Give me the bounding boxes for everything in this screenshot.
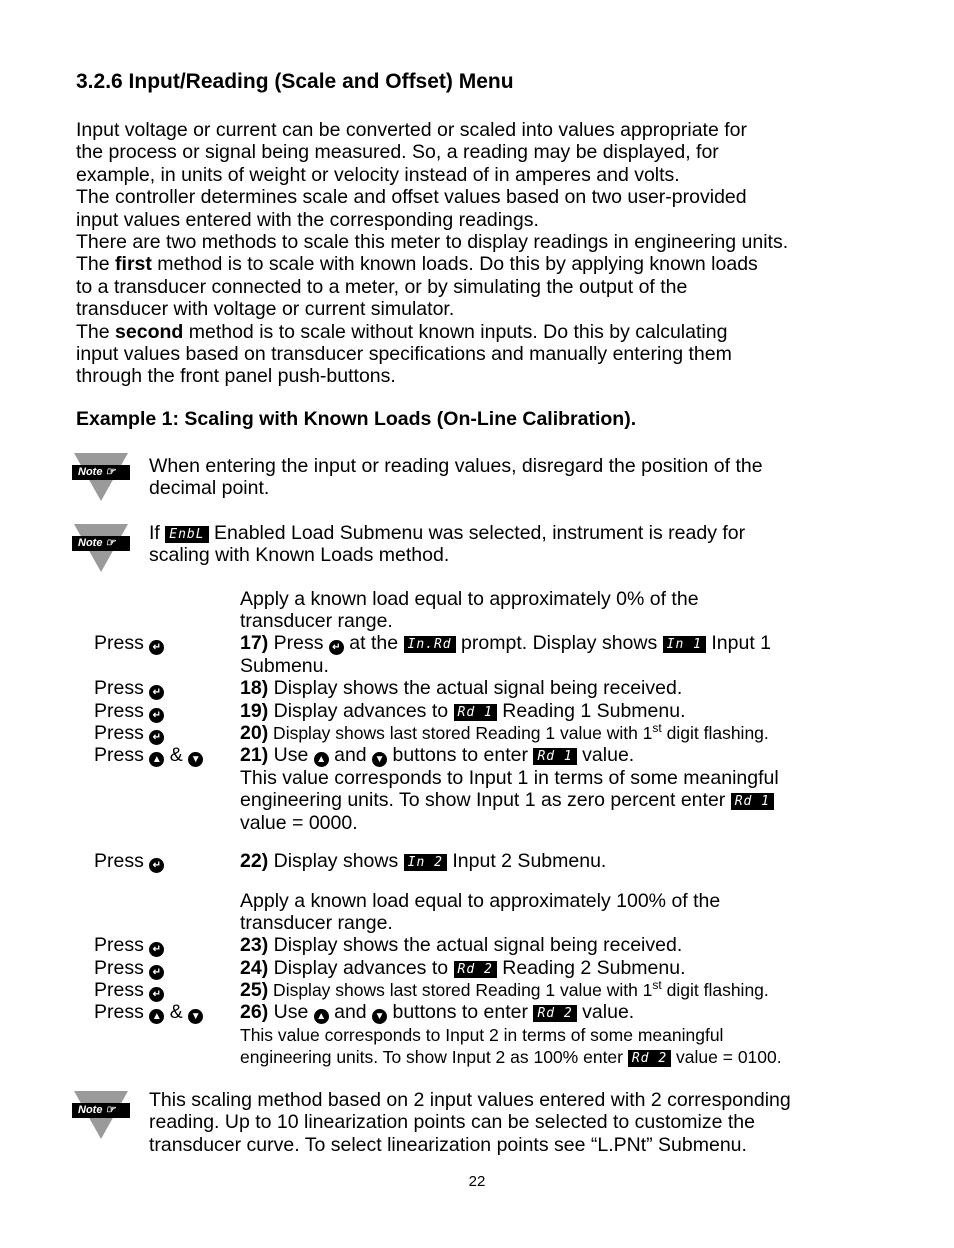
lcd-in2: In 2 xyxy=(404,854,447,871)
note-icon: Note ☞ xyxy=(72,453,132,505)
press-enter-23: Press ↵ xyxy=(94,934,164,957)
note-2-text: If EnbL Enabled Load Submenu was selected, instrument is ready for scaling with Known Loads method. xyxy=(149,522,746,567)
press-enter-17: Press ↵ xyxy=(94,632,164,655)
step-23: 23) Display shows the actual signal being received. xyxy=(240,934,683,956)
press-enter-20: Press ↵ xyxy=(94,722,164,745)
intro-line: The first method is to scale with known loads. Do this by applying known loads xyxy=(76,253,758,276)
intro-line: There are two methods to scale this meter to display readings in engineering units. xyxy=(76,231,789,254)
intro-line: input values entered with the corresponding readings. xyxy=(76,208,539,231)
lcd-rd2: Rd 2 xyxy=(454,961,497,978)
enter-icon: ↵ xyxy=(149,730,164,745)
enter-icon: ↵ xyxy=(149,987,164,1002)
lcd-rd1: Rd 1 xyxy=(454,704,497,721)
step-17: 17) Press ↵ at the In.Rd prompt. Display shows In 1 Input 1 Submenu. xyxy=(240,632,772,677)
intro-line: Input voltage or current can be converted or scaled into values appropriate for xyxy=(76,119,747,141)
press-enter-25: Press ↵ xyxy=(94,979,164,1002)
lcd-rd2: Rd 2 xyxy=(533,1005,576,1022)
enter-icon: ↵ xyxy=(329,640,344,655)
enter-icon: ↵ xyxy=(149,942,164,957)
enter-icon: ↵ xyxy=(149,640,164,655)
note-icon: Note ☞ xyxy=(72,524,132,576)
section-heading: 3.2.6 Input/Reading (Scale and Offset) Menu xyxy=(76,70,514,93)
step-20: 20) Display shows last stored Reading 1 value with 1st digit flashing. xyxy=(240,721,769,744)
apply-load-100: Apply a known load equal to approximately 100% of the transducer range. xyxy=(240,890,721,935)
step-18: 18) Display shows the actual signal being received. xyxy=(240,677,683,699)
press-enter-22: Press ↵ xyxy=(94,850,164,873)
enter-icon: ↵ xyxy=(149,858,164,873)
intro-line: example, in units of weight or velocity instead of in amperes and volts. xyxy=(76,163,680,186)
note-1-text: When entering the input or reading values, disregard the position of the decimal point. xyxy=(149,455,763,500)
step-25: 25) Display shows last stored Reading 1 value with 1st digit flashing. xyxy=(240,978,769,1001)
enter-icon: ↵ xyxy=(149,685,164,700)
step-22: 22) Display shows In 2 Input 2 Submenu. xyxy=(240,850,607,872)
intro-line: through the front panel push-buttons. xyxy=(76,365,396,388)
emphasis-first: first xyxy=(115,253,152,276)
intro-paragraph xyxy=(76,119,936,388)
up-arrow-icon: ▲ xyxy=(314,1009,329,1024)
down-arrow-icon: ▼ xyxy=(188,752,203,767)
lcd-rd2: Rd 2 xyxy=(628,1050,671,1067)
emphasis-second: second xyxy=(115,320,184,343)
lcd-enbl: EnbL xyxy=(165,526,208,543)
press-enter-24: Press ↵ xyxy=(94,957,164,980)
lcd-rd1: Rd 1 xyxy=(731,793,774,810)
enter-icon: ↵ xyxy=(149,708,164,723)
up-arrow-icon: ▲ xyxy=(149,1009,164,1024)
note-icon: Note ☞ xyxy=(72,1091,132,1143)
intro-line: The controller determines scale and offset values based on two user-provided xyxy=(76,186,747,209)
step-26: 26) Use ▲ and ▼ buttons to enter Rd 2 value. This value corresponds to Input 2 in terms of some meaningful engineering units. To show Input 2 as 100% enter Rd 2 value = 0100. xyxy=(240,1001,782,1068)
intro-line: input values based on transducer specifications and manually entering them xyxy=(76,343,732,366)
example-heading: Example 1: Scaling with Known Loads (On-Line Calibration). xyxy=(76,408,637,430)
intro-line: transducer with voltage or current simulator. xyxy=(76,298,455,321)
up-arrow-icon: ▲ xyxy=(149,752,164,767)
press-enter-19: Press ↵ xyxy=(94,700,164,723)
intro-line: to a transducer connected to a meter, or by simulating the output of the xyxy=(76,275,688,298)
apply-load-0: Apply a known load equal to approximately 0% of the transducer range. xyxy=(240,588,699,633)
down-arrow-icon: ▼ xyxy=(188,1009,203,1024)
lcd-inrd: In.Rd xyxy=(404,636,456,653)
lcd-in1: In 1 xyxy=(663,636,706,653)
note-3-text: This scaling method based on 2 input values entered with 2 corresponding reading. Up to 10 linearization points can be selected to customize the transducer curve. To select linearization points see “L.PNt” Submenu. xyxy=(149,1089,791,1156)
intro-line: The second method is to scale without known inputs. Do this by calculating xyxy=(76,320,728,343)
down-arrow-icon: ▼ xyxy=(372,752,387,767)
up-arrow-icon: ▲ xyxy=(314,752,329,767)
step-24: 24) Display advances to Rd 2 Reading 2 Submenu. xyxy=(240,957,686,979)
intro-line: the process or signal being measured. So, a reading may be displayed, for xyxy=(76,141,719,164)
page-number: 22 xyxy=(468,1173,486,1190)
press-up-down-26: Press ▲ & ▼ xyxy=(94,1001,203,1024)
lcd-rd1: Rd 1 xyxy=(533,748,576,765)
press-enter-18: Press ↵ xyxy=(94,677,164,700)
press-up-down-21: Press ▲ & ▼ xyxy=(94,744,203,767)
down-arrow-icon: ▼ xyxy=(372,1009,387,1024)
step-19: 19) Display advances to Rd 1 Reading 1 Submenu. xyxy=(240,700,686,722)
enter-icon: ↵ xyxy=(149,965,164,980)
step-21: 21) Use ▲ and ▼ buttons to enter Rd 1 value. This value corresponds to Input 1 in terms of some meaningful engineering units. To show Input 1 as zero percent enter Rd 1 value = 0000. xyxy=(240,744,779,834)
